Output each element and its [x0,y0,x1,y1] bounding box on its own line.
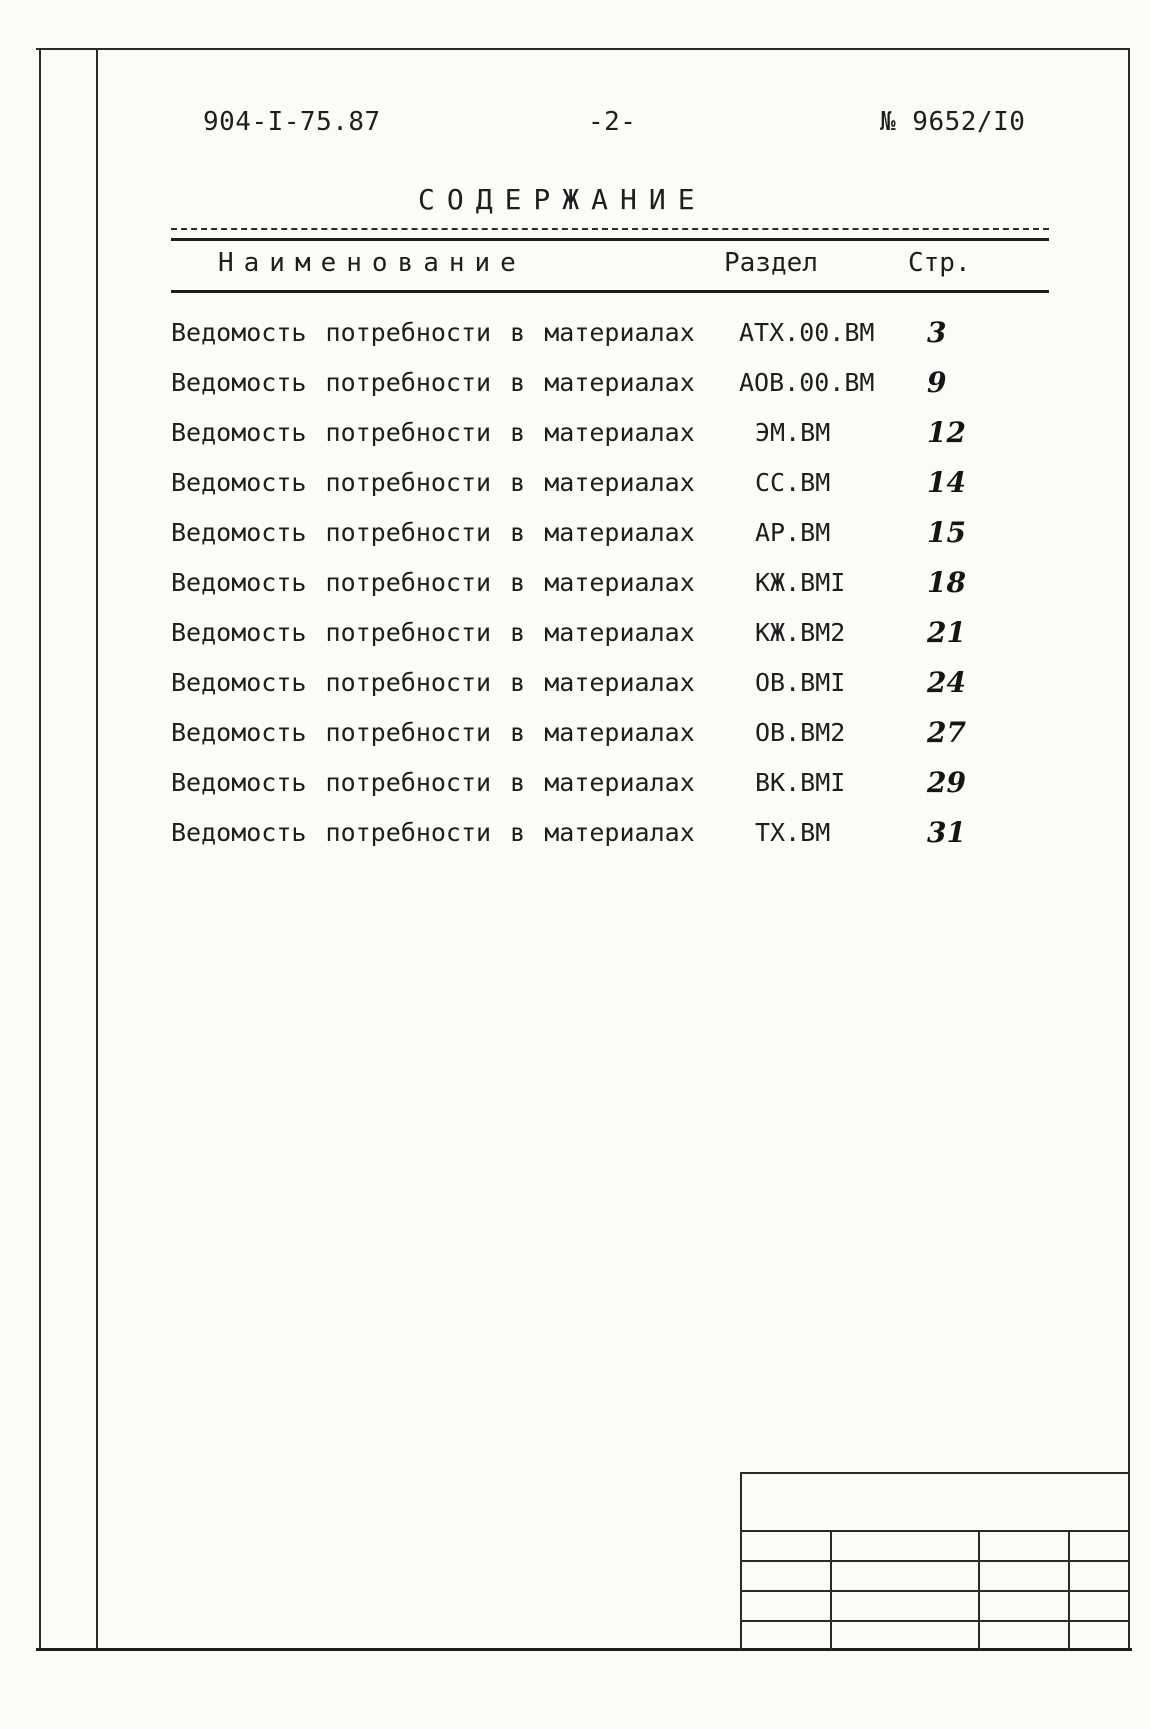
row-page: 3 [927,316,947,349]
row-name: Ведомость потребности в материалах [171,568,695,597]
page-title: СОДЕРЖАНИЕ [418,183,707,216]
stamp-top-line [740,1472,1130,1474]
contents-row [171,568,1051,618]
row-page: 21 [927,616,966,649]
row-name: Ведомость потребности в материалах [171,718,695,747]
contents-row [171,618,1051,668]
contents-row [171,468,1051,518]
stamp-col-line [978,1530,980,1650]
row-section: АОВ.00.ВМ [739,368,875,397]
stamp-col-line [1068,1530,1070,1650]
row-section: КЖ.ВМ2 [755,618,846,647]
row-page: 14 [927,466,966,499]
frame-left-inner-line [96,48,98,1651]
contents-list [171,318,1051,868]
row-name: Ведомость потребности в материалах [171,818,695,847]
row-page: 12 [927,416,966,449]
column-header-page: Стр. [908,248,971,278]
row-section: ОВ.ВМ2 [755,718,846,747]
row-name: Ведомость потребности в материалах [171,468,695,497]
row-section: ЭМ.ВМ [755,418,831,447]
row-page: 27 [927,716,966,749]
stamp-row-line [740,1620,1130,1622]
title-block-stamp [740,1472,1130,1650]
row-page: 31 [927,816,966,849]
column-header-section: Раздел [724,248,818,278]
header-top-rule [171,238,1049,241]
row-name: Ведомость потребности в материалах [171,668,695,697]
row-section: СС.ВМ [755,468,831,497]
row-name: Ведомость потребности в материалах [171,318,695,347]
dashed-divider [171,228,1049,230]
row-section: ТХ.ВМ [755,818,831,847]
row-section: ВК.ВМI [755,768,846,797]
row-name: Ведомость потребности в материалах [171,618,695,647]
stamp-row-line [740,1530,1130,1532]
row-section: ОВ.ВМI [755,668,846,697]
row-page: 24 [927,666,966,699]
row-page: 18 [927,566,966,599]
contents-row [171,818,1051,868]
contents-row [171,718,1051,768]
stamp-col-line [830,1530,832,1650]
frame-top-line [36,48,1130,50]
row-name: Ведомость потребности в материалах [171,518,695,547]
contents-row [171,668,1051,718]
document-number: № 9652/I0 [880,107,1026,137]
row-page: 29 [927,766,966,799]
row-name: Ведомость потребности в материалах [171,368,695,397]
row-section: АР.ВМ [755,518,831,547]
frame-right-line [1128,48,1130,1650]
contents-row [171,318,1051,368]
row-section: КЖ.ВМI [755,568,846,597]
stamp-row-line [740,1590,1130,1592]
row-page: 15 [927,516,966,549]
header-bottom-rule [171,290,1049,293]
row-section: АТХ.00.ВМ [739,318,875,347]
row-page: 9 [927,366,947,399]
stamp-row-line [740,1560,1130,1562]
page-number: -2- [588,107,637,137]
frame-left-outer-line [39,50,41,1650]
contents-row [171,518,1051,568]
contents-row [171,418,1051,468]
row-name: Ведомость потребности в материалах [171,418,695,447]
document-code: 904-I-75.87 [203,107,381,137]
column-header-name: Наименование [218,248,526,278]
row-name: Ведомость потребности в материалах [171,768,695,797]
contents-row [171,368,1051,418]
contents-row [171,768,1051,818]
